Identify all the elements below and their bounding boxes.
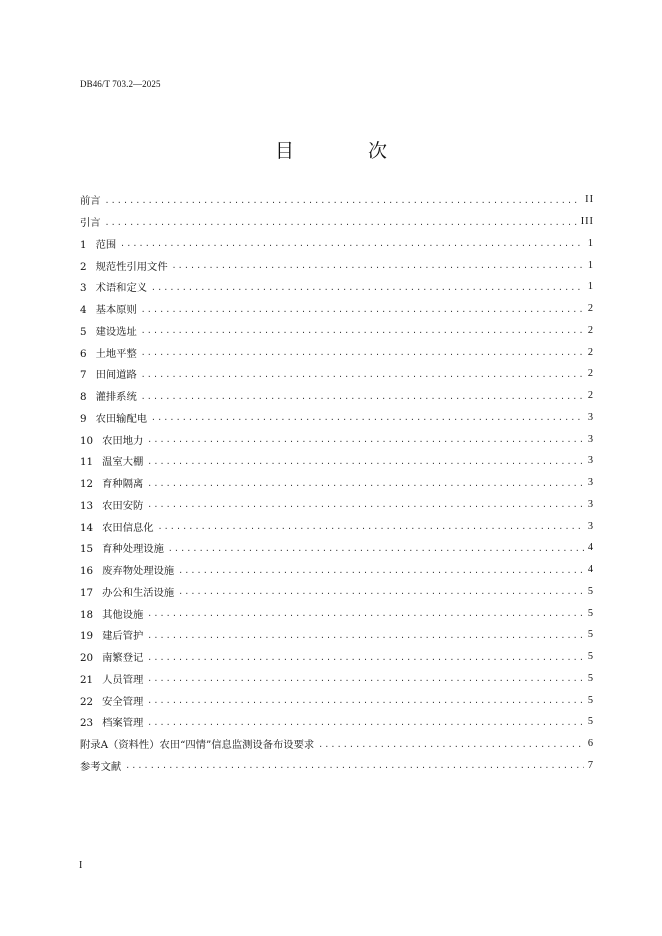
toc-entry-number: 7 — [80, 369, 87, 382]
dot-leader — [151, 414, 584, 422]
toc-entry-page: 2 — [587, 303, 594, 315]
dot-leader — [147, 697, 584, 705]
toc-entry-title — [80, 345, 137, 360]
toc-entry[interactable] — [80, 254, 594, 276]
toc-entry-label: 农田安防 — [102, 499, 144, 512]
toc-entry-page: 3 — [587, 433, 594, 445]
dot-leader — [151, 284, 584, 292]
dot-leader — [147, 675, 584, 683]
dot-leader — [105, 219, 577, 227]
toc-entry-page: 1 — [587, 259, 594, 271]
toc-entry-title — [80, 323, 137, 338]
dot-leader — [172, 262, 584, 270]
toc-entry-label: 农田地力 — [102, 434, 144, 447]
toc-entry-label: 灌排系统 — [95, 391, 137, 404]
toc-entry-title — [80, 236, 116, 251]
toc-entry[interactable] — [80, 320, 594, 342]
toc-entry-title — [80, 714, 143, 729]
toc-entry-label: 温室大棚 — [102, 456, 144, 469]
toc-entry-label: 术语和定义 — [95, 282, 148, 295]
page-number: I — [79, 860, 83, 871]
page-title: 目 次 — [274, 140, 422, 162]
dot-leader — [141, 393, 584, 401]
toc-entry[interactable] — [80, 385, 594, 407]
dot-leader — [178, 567, 584, 575]
toc-entry-title — [80, 279, 147, 294]
dot-leader — [178, 588, 584, 596]
toc-entry[interactable] — [80, 755, 594, 777]
toc-entry-label: 办公和生活设施 — [102, 586, 175, 599]
toc-entry-label: 范围 — [95, 238, 117, 251]
toc-entry-label: 农田信息化 — [102, 521, 154, 534]
toc-entry-page: 2 — [587, 324, 594, 336]
toc-entry-label: 规范性引用文件 — [95, 260, 168, 273]
toc-entry-number: 11 — [80, 456, 94, 469]
dot-leader — [147, 610, 584, 618]
toc-entry-number: 20 — [80, 652, 94, 665]
toc-entry-page: 4 — [587, 564, 594, 576]
toc-entry-number: 2 — [80, 260, 87, 273]
toc-entry[interactable] — [80, 602, 594, 624]
dot-leader — [141, 327, 584, 335]
toc-entry-label: 引言 — [80, 217, 101, 230]
toc-entry[interactable] — [80, 668, 594, 690]
toc-entry[interactable] — [80, 581, 594, 603]
toc-entry[interactable] — [80, 341, 594, 363]
toc-entry[interactable] — [80, 450, 594, 472]
toc-entry-title — [80, 192, 101, 207]
toc-entry[interactable] — [80, 711, 594, 733]
toc-entry-number: 1 — [80, 238, 87, 251]
toc-entry[interactable] — [80, 472, 594, 494]
dot-leader — [158, 523, 584, 531]
toc-entry-label: 土地平整 — [95, 347, 137, 360]
toc-entry[interactable] — [80, 189, 594, 211]
toc-entry-page: 5 — [587, 694, 594, 706]
dot-leader — [168, 545, 584, 553]
toc-entry[interactable] — [80, 689, 594, 711]
toc-entry-number: 6 — [80, 347, 87, 360]
dot-leader — [147, 654, 584, 662]
toc-entry[interactable] — [80, 646, 594, 668]
toc-entry[interactable] — [80, 494, 594, 516]
toc-entry-page: 5 — [587, 585, 594, 597]
toc-entry-number: 17 — [80, 586, 94, 599]
toc-entry-label: 建设选址 — [95, 325, 137, 338]
toc-entry-title — [80, 693, 143, 708]
toc-entry-number: 23 — [80, 717, 94, 730]
toc-entry[interactable] — [80, 733, 594, 755]
dot-leader — [141, 306, 584, 314]
toc-entry[interactable] — [80, 276, 594, 298]
dot-leader — [147, 719, 584, 727]
toc-entry[interactable] — [80, 428, 594, 450]
toc-entry-page: 5 — [587, 716, 594, 728]
toc-entry-number: 5 — [80, 325, 87, 338]
toc-entry-page: 2 — [587, 368, 594, 380]
toc-entry-label: 安全管理 — [102, 695, 144, 708]
toc-entry-label: 育种隔离 — [102, 478, 144, 491]
toc-entry-title — [80, 562, 174, 577]
toc-entry-page: 3 — [587, 477, 594, 489]
toc-entry-label: 农田输配电 — [95, 412, 148, 425]
toc-entry[interactable] — [80, 559, 594, 581]
table-of-contents — [80, 189, 594, 776]
toc-entry-title — [80, 671, 143, 686]
dot-leader — [105, 197, 582, 205]
toc-entry-label: 前言 — [80, 195, 101, 208]
toc-entry-number: 3 — [80, 282, 87, 295]
toc-entry-title — [80, 519, 154, 534]
toc-entry-page: 1 — [587, 281, 594, 293]
toc-entry-title — [80, 475, 143, 490]
toc-entry-number: 14 — [80, 521, 94, 534]
toc-entry-number: 16 — [80, 565, 94, 578]
toc-entry-page: 3 — [587, 455, 594, 467]
toc-entry[interactable] — [80, 515, 594, 537]
dot-leader — [147, 632, 584, 640]
toc-entry[interactable] — [80, 233, 594, 255]
toc-entry-number: 4 — [80, 304, 87, 317]
toc-entry-label: 育种处理设施 — [102, 543, 164, 556]
toc-entry-number: 13 — [80, 499, 94, 512]
toc-entry-label: 废弃物处理设施 — [102, 565, 175, 578]
toc-entry-number: 21 — [80, 673, 94, 686]
toc-entry-page: 3 — [587, 520, 594, 532]
toc-entry-page: 7 — [587, 759, 594, 771]
toc-entry-page: 5 — [587, 651, 594, 663]
toc-entry-page: 2 — [587, 390, 594, 402]
toc-entry-page: 5 — [587, 629, 594, 641]
toc-entry-title — [80, 736, 314, 751]
dot-leader — [147, 436, 584, 444]
toc-entry-number: 10 — [80, 434, 94, 447]
toc-entry-title — [80, 301, 137, 316]
toc-entry-title — [80, 649, 143, 664]
toc-entry-title — [80, 497, 143, 512]
toc-entry-title — [80, 258, 168, 273]
toc-entry-page: II — [585, 194, 594, 206]
toc-entry-number: 8 — [80, 391, 87, 404]
toc-entry[interactable] — [80, 211, 594, 233]
toc-entry-number: 22 — [80, 695, 94, 708]
toc-entry-number: 18 — [80, 608, 94, 621]
toc-entry-page: 5 — [587, 672, 594, 684]
toc-entry[interactable] — [80, 298, 594, 320]
toc-entry-title — [80, 388, 137, 403]
toc-entry[interactable] — [80, 537, 594, 559]
toc-entry-title — [80, 627, 143, 642]
toc-entry-label: 附录A（资料性）农田“四情”信息监测设备布设要求 — [80, 739, 315, 752]
toc-entry-page: 1 — [587, 237, 594, 249]
dot-leader — [120, 240, 584, 248]
toc-entry-title — [80, 432, 143, 447]
dot-leader — [125, 762, 584, 770]
toc-entry[interactable] — [80, 624, 594, 646]
toc-entry-label: 参考文献 — [80, 760, 122, 773]
toc-entry-label: 基本原则 — [95, 304, 137, 317]
dot-leader — [141, 371, 584, 379]
toc-entry-page: 2 — [587, 346, 594, 358]
toc-entry-label: 其他设施 — [102, 608, 144, 621]
toc-entry-page: 5 — [587, 607, 594, 619]
toc-entry[interactable] — [80, 363, 594, 385]
toc-entry-title — [80, 758, 121, 773]
toc-entry-number: 19 — [80, 630, 94, 643]
toc-entry-title — [80, 410, 147, 425]
toc-entry-page: III — [580, 216, 594, 228]
toc-entry-title — [80, 366, 137, 381]
dot-leader — [147, 458, 584, 466]
toc-entry-number: 9 — [80, 412, 87, 425]
toc-entry-page: 3 — [587, 411, 594, 423]
toc-entry-label: 南繁登记 — [102, 652, 144, 665]
toc-entry[interactable] — [80, 407, 594, 429]
toc-entry-label: 档案管理 — [102, 717, 144, 730]
toc-entry-title — [80, 584, 174, 599]
toc-entry-title — [80, 214, 101, 229]
toc-entry-page: 3 — [587, 498, 594, 510]
toc-entry-title — [80, 606, 143, 621]
dot-leader — [147, 501, 584, 509]
toc-entry-page: 6 — [587, 738, 594, 750]
toc-entry-number: 15 — [80, 543, 94, 556]
document-id: DB46/T 703.2—2025 — [80, 79, 161, 89]
toc-entry-title — [80, 453, 143, 468]
toc-entry-label: 建后管护 — [102, 630, 144, 643]
toc-entry-title — [80, 540, 164, 555]
dot-leader — [141, 349, 584, 357]
toc-entry-number: 12 — [80, 478, 94, 491]
toc-entry-label: 人员管理 — [102, 673, 144, 686]
toc-entry-page: 4 — [587, 542, 594, 554]
dot-leader — [318, 741, 584, 749]
dot-leader — [147, 480, 584, 488]
toc-entry-label: 田间道路 — [95, 369, 137, 382]
